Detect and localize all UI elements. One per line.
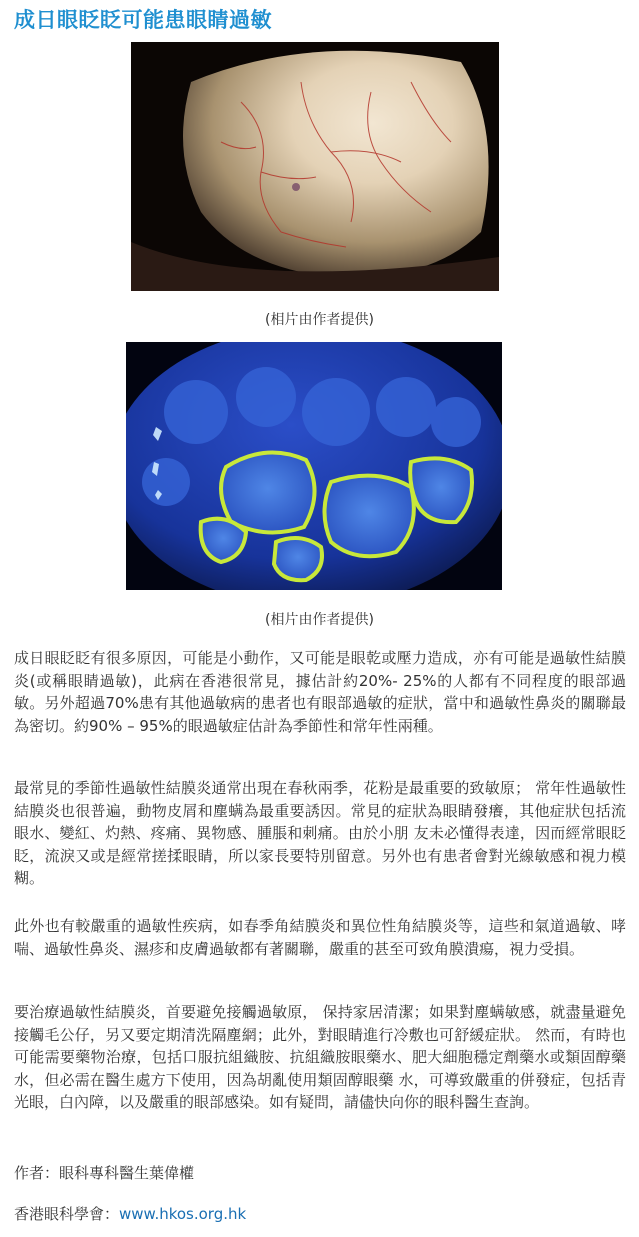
- society-label: 香港眼科學會：: [14, 1205, 120, 1223]
- eyelid-conjunctiva-photo: [131, 42, 499, 291]
- society-website-link[interactable]: www.hkos.org.hk: [119, 1205, 247, 1223]
- fluorescein-eye-photo: [126, 342, 502, 590]
- society-line: [14, 1203, 246, 1224]
- photo-caption: (相片由作者提供): [265, 612, 374, 628]
- paragraph-severe-conditions: 此外也有較嚴重的過敏性疾病，如春季角結膜炎和異位性角結膜炎等，這些和氣道過敏、哮喘、過敏性鼻炎、濕疹和皮膚過敏都有著關聯，嚴重的甚至可致角膜潰瘍，視力受損。: [14, 917, 626, 958]
- paragraph-symptoms: 最常見的季節性過敏性結膜炎通常出現在春秋兩季，花粉是最重要的致敏原； 常年性過敏性結膜炎也很普遍，動物皮屑和塵螨為最重要誘因。常見的症狀為眼睛發癢，其他症狀包括流眼水、變紅、灼熱、疼痛、異物感、腫脹和刺痛。由於小朋 友未必懂得表達，因而經常眼眨眨，流淚又或是經常搓揉眼睛，所以家長要特別留意。另外也有患者會對光線敏感和視力模糊。: [14, 779, 626, 888]
- paragraph-causes: 成日眼眨眨有很多原因，可能是小動作，又可能是眼乾或壓力造成，亦有可能是過敏性結膜炎(或稱眼睛過敏)，此病在香港很常見，據估計約20%- 25%的人都有不同程度的眼部過敏。另外超過70%患有其他過敏病的患者也有眼部過敏的症狀，當中和過敏性鼻炎的關聯最為密切。約90% – 95%的眼過敏症估計為季節性和常年性兩種。: [14, 649, 626, 735]
- author-line: 作者：眼科專科醫生葉偉權: [14, 1164, 195, 1182]
- article-title: 成日眼眨眨可能患眼睛過敏: [14, 8, 272, 32]
- paragraph-treatment: 要治療過敏性結膜炎，首要避免接觸過敏原， 保持家居清潔；如果對塵螨敏感，就盡量避免接觸毛公仔，另又要定期清洗隔塵網；此外，對眼睛進行冷敷也可舒緩症狀。 然而，有時也可能需要藥物治療，包括口服抗組織胺、抗組織胺眼藥水、肥大細胞穩定劑藥水或類固醇藥水，但必需在醫生處方下使用，因為胡亂使用類固醇眼藥 水，可導致嚴重的併發症，包括青光眼，白內障，以及嚴重的眼部感染。如有疑問，請儘快向你的眼科醫生查詢。: [14, 1003, 626, 1112]
- photo-caption: (相片由作者提供): [265, 312, 374, 328]
